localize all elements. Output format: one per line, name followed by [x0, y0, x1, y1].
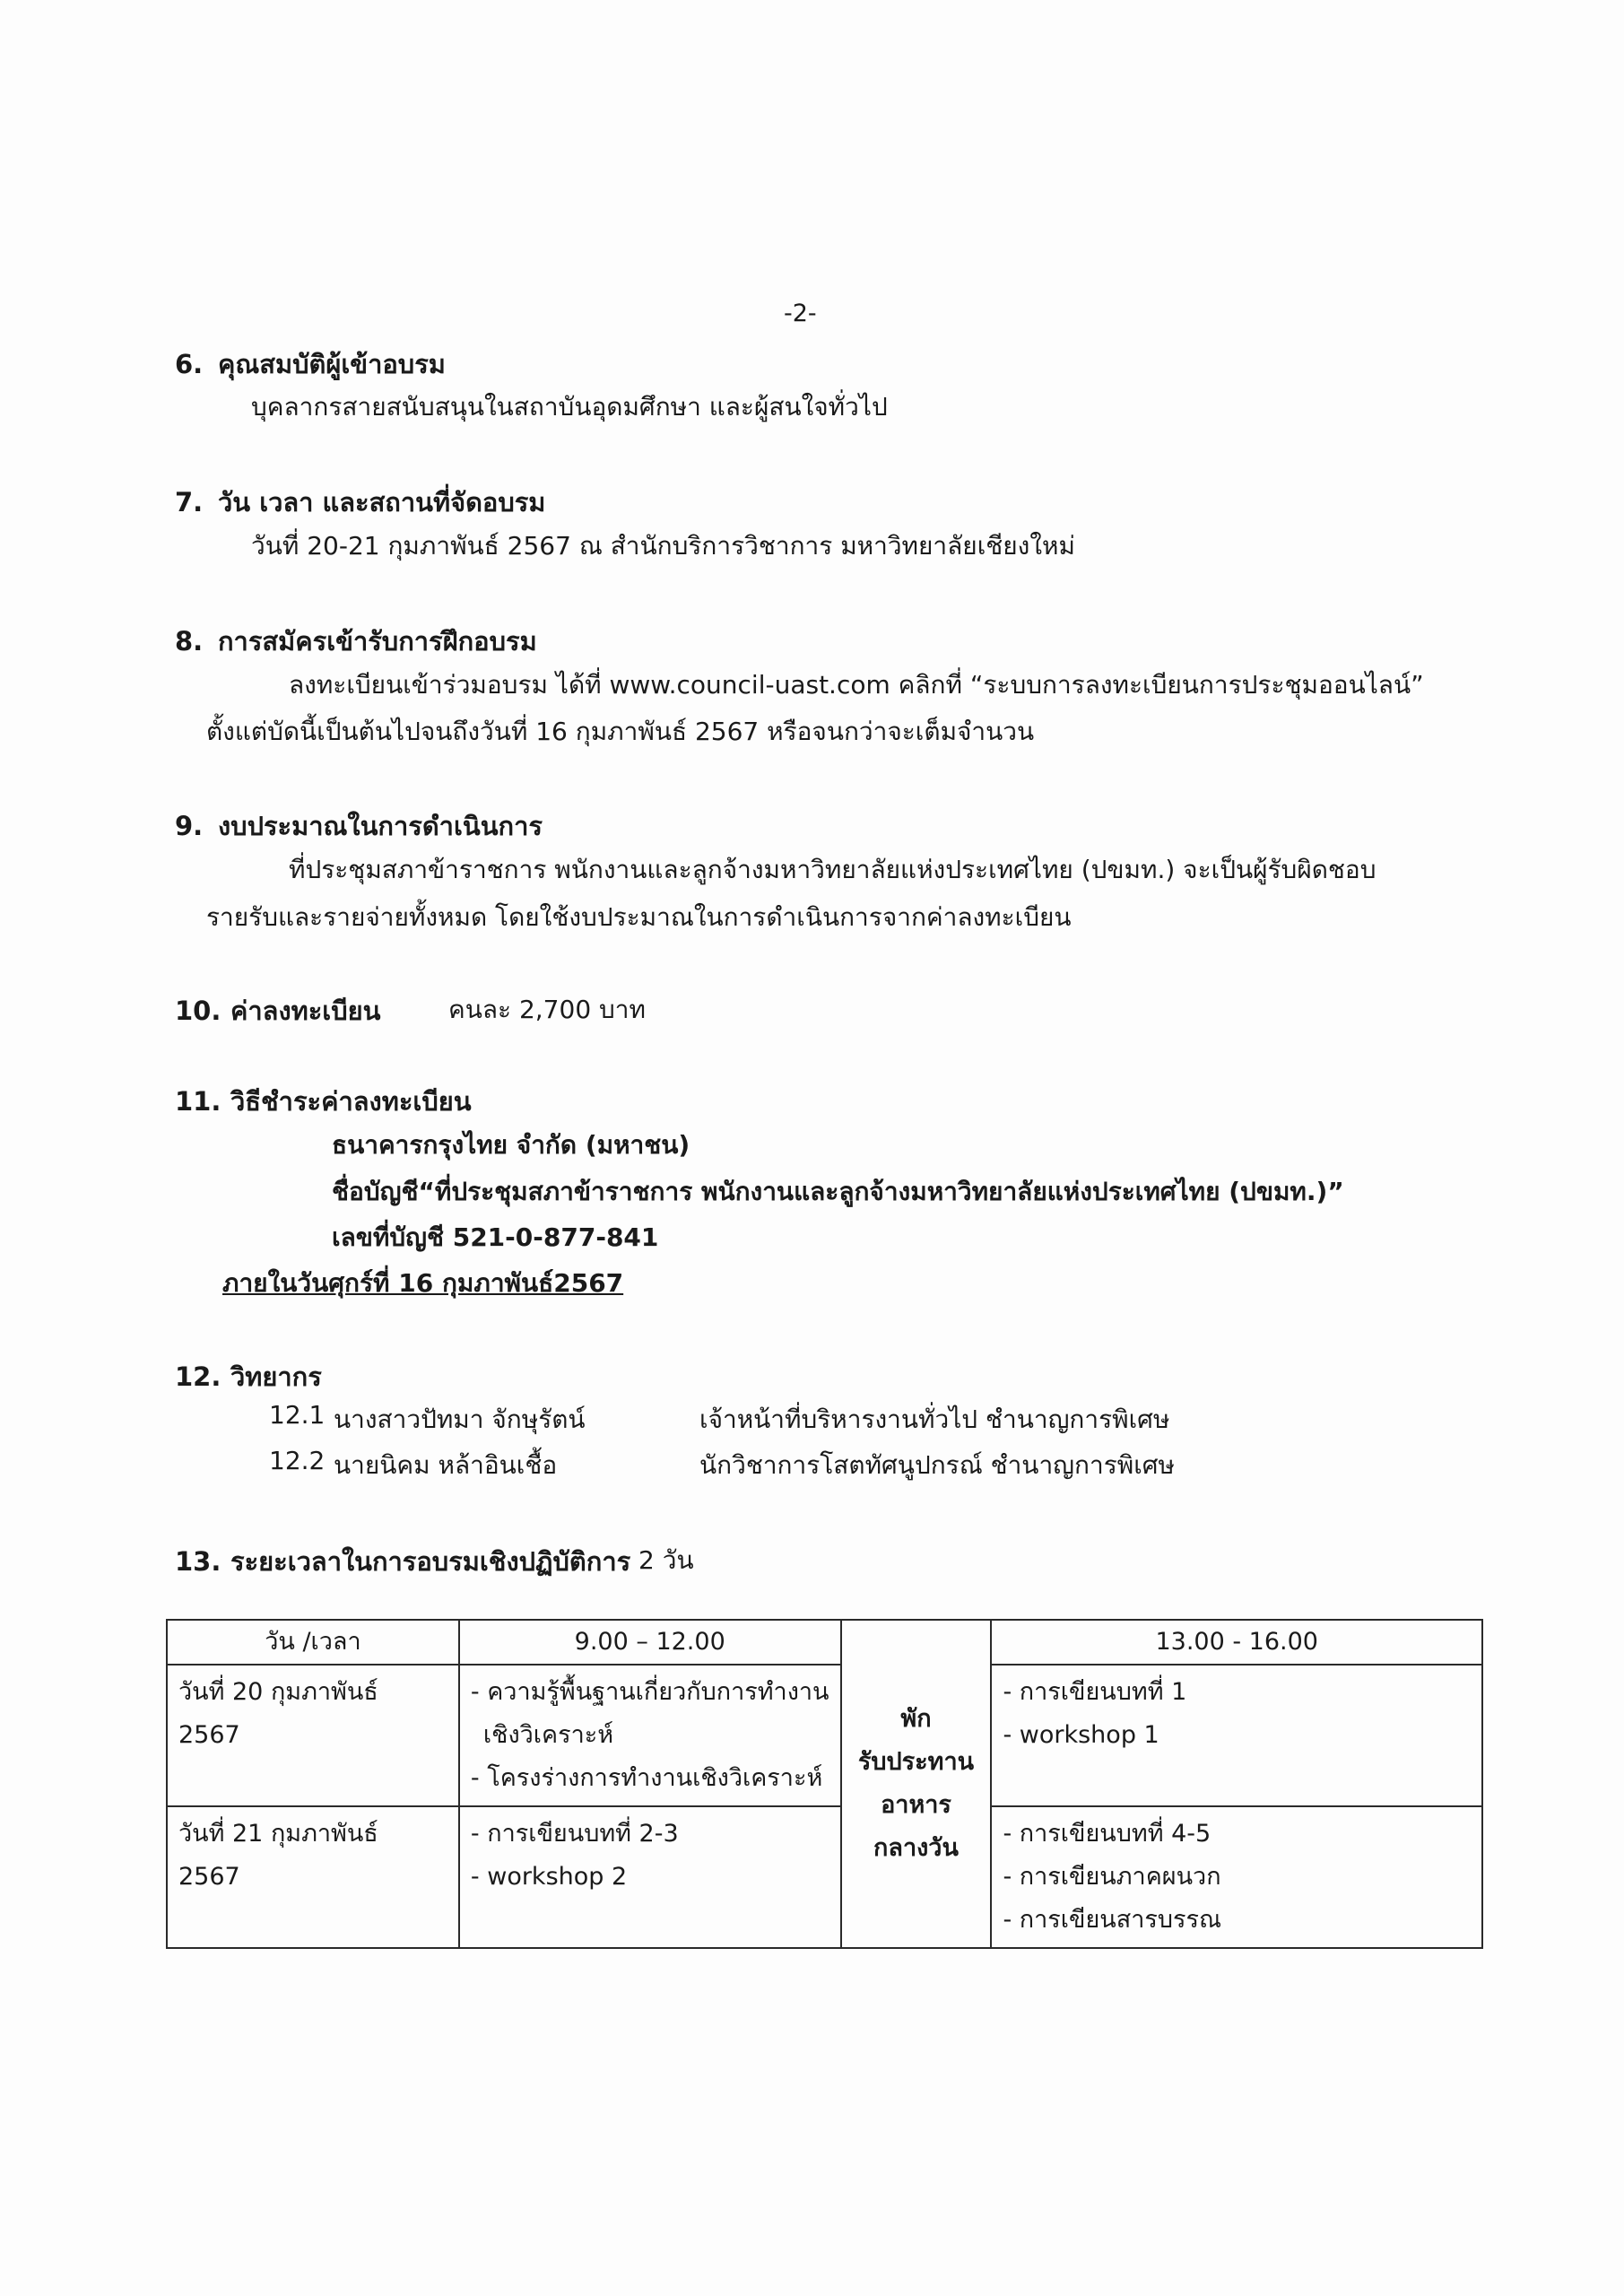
- day-cell: วันที่ 20 กุมภาพันธ์ 2567: [167, 1665, 459, 1806]
- account-number: เลขที่บัญชี 521-0-877-841: [332, 1222, 659, 1252]
- lunch-break-cell: [841, 1620, 992, 1948]
- table-row: [167, 1806, 1482, 1948]
- agenda-item: - การเขียนสารบรรณ: [1003, 1906, 1222, 1934]
- agenda-item: - การเขียนบทที่ 2-3: [470, 1820, 679, 1848]
- section-8-number: 8.: [175, 626, 204, 657]
- speaker-2-position: นักวิชาการโสตทัศนูปกรณ์ ชำนาญการพิเศษ: [699, 1450, 1176, 1480]
- speaker-1-name: นางสาวปัทมา จักษุรัตน์: [334, 1405, 586, 1434]
- training-duration-value: 2 วัน: [638, 1545, 694, 1575]
- agenda-item: - การเขียนภาคผนวก: [1003, 1863, 1221, 1891]
- section-8-line-2: ตั้งแต่บัดนี้เป็นต้นไปจนถึงวันที่ 16 กุมภาพันธ์ 2567 หรือจนกว่าจะเต็มจำนวน: [206, 717, 1035, 746]
- section-13-title: ระยะเวลาในการอบรมเชิงปฏิบัติการ: [230, 1546, 631, 1577]
- section-12-heading: [175, 1356, 322, 1397]
- lunch-break-line: พัก: [900, 1705, 932, 1733]
- section-11-heading: [175, 1081, 472, 1122]
- header-morning: 9.00 – 12.00: [459, 1620, 841, 1665]
- section-8-title: การสมัครเข้ารับการฝึกอบรม: [218, 626, 537, 657]
- agenda-item: เชิงวิเคราะห์: [482, 1721, 614, 1749]
- section-6-number: 6.: [175, 349, 204, 379]
- section-6-line-1: บุคลากรสายสนับสนุนในสถาบันอุดมศึกษา และผู้สนใจทั่วไป: [251, 392, 888, 422]
- afternoon-cell: [991, 1806, 1482, 1948]
- morning-cell: [459, 1806, 841, 1948]
- morning-cell: [459, 1665, 841, 1806]
- speaker-2-no: 12.2: [269, 1446, 326, 1475]
- section-13-number: 13.: [175, 1546, 221, 1577]
- speaker-1-no: 12.1: [269, 1400, 326, 1430]
- section-7-line-1: วันที่ 20-21 กุมภาพันธ์ 2567 ณ สำนักบริการวิชาการ มหาวิทยาลัยเชียงใหม่: [251, 531, 1075, 561]
- section-9-heading: [175, 805, 543, 847]
- account-name: ชื่อบัญชี“ที่ประชุมสภาข้าราชการ พนักงานและลูกจ้างมหาวิทยาลัยแห่งประเทศไทย (ปขมท.)”: [332, 1177, 1344, 1206]
- agenda-item: - การเขียนบทที่ 4-5: [1003, 1820, 1211, 1848]
- registration-fee-value: คนละ 2,700 บาท: [448, 995, 646, 1024]
- section-10-number: 10.: [175, 996, 221, 1026]
- table-row: [167, 1665, 1482, 1806]
- section-11-number: 11.: [175, 1086, 221, 1117]
- section-9-number: 9.: [175, 811, 204, 841]
- section-6-heading: [175, 344, 446, 385]
- schedule-header-row: [167, 1620, 1482, 1665]
- agenda-item: - workshop 1: [1003, 1721, 1159, 1749]
- bank-name: ธนาคารกรุงไทย จำกัด (มหาชน): [332, 1130, 690, 1160]
- lunch-break-line: อาหาร: [881, 1791, 951, 1819]
- agenda-item: - ความรู้พื้นฐานเกี่ยวกับการทำงาน: [470, 1678, 829, 1706]
- section-9-line-2: รายรับและรายจ่ายทั้งหมด โดยใช้งบประมาณในการดำเนินการจากค่าลงทะเบียน: [206, 902, 1072, 932]
- header-day-time: วัน /เวลา: [167, 1620, 459, 1665]
- afternoon-cell: [991, 1665, 1482, 1806]
- section-9-line-1: ที่ประชุมสภาข้าราชการ พนักงานและลูกจ้างมหาวิทยาลัยแห่งประเทศไทย (ปขมท.) จะเป็นผู้รับผิดชอบ: [289, 855, 1376, 884]
- speaker-2-name: นายนิคม หล้าอินเชื้อ: [334, 1450, 558, 1480]
- day-cell: วันที่ 21 กุมภาพันธ์ 2567: [167, 1806, 459, 1948]
- header-afternoon: 13.00 - 16.00: [991, 1620, 1482, 1665]
- section-6-title: คุณสมบัติผู้เข้าอบรม: [218, 349, 446, 379]
- section-10-title: ค่าลงทะเบียน: [230, 996, 381, 1026]
- section-7-number: 7.: [175, 487, 204, 517]
- section-13-heading: [175, 1541, 630, 1582]
- payment-deadline: ภายในวันศุกร์ที่ 16 กุมภาพันธ์2567: [222, 1268, 624, 1298]
- agenda-item: - การเขียนบทที่ 1: [1003, 1678, 1187, 1706]
- section-12-title: วิทยากร: [230, 1361, 322, 1392]
- section-10-heading: [175, 990, 380, 1031]
- page-number: -2-: [784, 300, 817, 327]
- schedule-table: [166, 1619, 1483, 1949]
- lunch-break-line: กลางวัน: [873, 1834, 959, 1862]
- section-8-heading: [175, 621, 537, 662]
- section-8-line-1: ลงทะเบียนเข้าร่วมอบรม ได้ที่ www.council-uast.com คลิกที่ “ระบบการลงทะเบียนการประชุมออนไลน์”: [289, 670, 1424, 700]
- section-7-heading: [175, 482, 545, 523]
- section-12-number: 12.: [175, 1361, 221, 1392]
- section-7-title: วัน เวลา และสถานที่จัดอบรม: [218, 487, 546, 517]
- section-11-title: วิธีชำระค่าลงทะเบียน: [230, 1086, 472, 1117]
- speaker-1-position: เจ้าหน้าที่บริหารงานทั่วไป ชำนาญการพิเศษ: [699, 1405, 1170, 1434]
- agenda-item: - โครงร่างการทำงานเชิงวิเคราะห์: [470, 1764, 823, 1792]
- section-9-title: งบประมาณในการดำเนินการ: [218, 811, 543, 841]
- lunch-break-line: รับประทาน: [857, 1748, 975, 1776]
- agenda-item: - workshop 2: [470, 1863, 628, 1891]
